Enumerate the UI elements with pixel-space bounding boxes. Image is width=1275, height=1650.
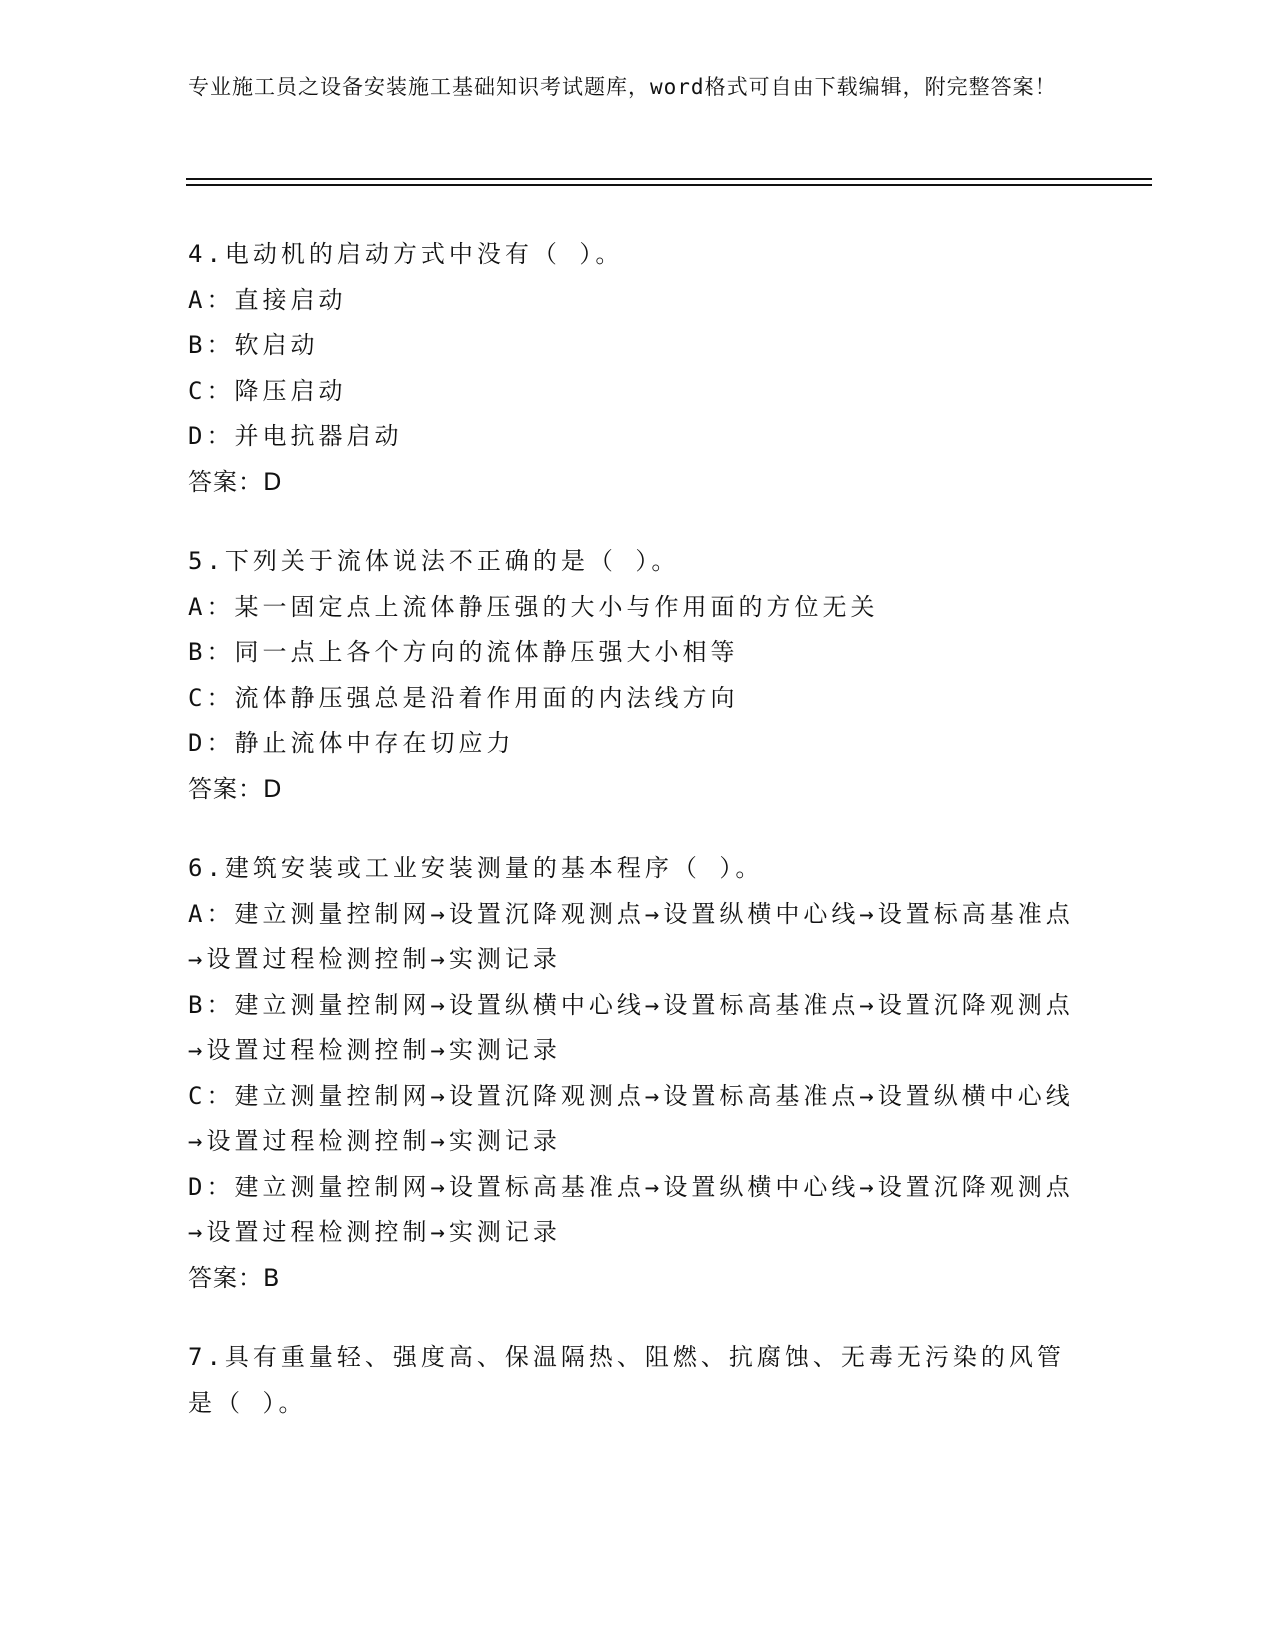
question-5 [188, 539, 1088, 812]
option-c: C：流体静压强总是沿着作用面的内法线方向 [188, 683, 739, 712]
question-4 [188, 232, 1088, 505]
option-c: C：建立测量控制网→设置沉降观测点→设置标高基准点→设置纵横中心线→设置过程检测控制→实测记录 [188, 1081, 1074, 1155]
option-a: A：某一固定点上流体静压强的大小与作用面的方位无关 [188, 592, 879, 621]
question-6 [188, 846, 1088, 1301]
document-header: 专业施工员之设备安装施工基础知识考试题库，word格式可自由下载编辑，附完整答案！ [188, 75, 1057, 99]
option-d: D：建立测量控制网→设置标高基准点→设置纵横中心线→设置沉降观测点→设置过程检测控制→实测记录 [188, 1172, 1074, 1246]
question-stem: 6.建筑安装或工业安装测量的基本程序（ ）。 [188, 854, 764, 882]
question-stem: 7.具有重量轻、强度高、保温隔热、阻燃、抗腐蚀、无毒无污染的风管是（ ）。 [188, 1343, 1065, 1417]
option-d: D：静止流体中存在切应力 [188, 729, 515, 757]
option-b: B：同一点上各个方向的流体静压强大小相等 [188, 638, 739, 666]
option-b: B：软启动 [188, 331, 319, 359]
question-stem: 4.电动机的启动方式中没有（ ）。 [188, 240, 624, 268]
option-a: A：建立测量控制网→设置沉降观测点→设置纵横中心线→设置标高基准点→设置过程检测控制→实测记录 [188, 899, 1074, 973]
answer: 答案：D [188, 774, 283, 803]
answer: 答案：D [188, 467, 283, 496]
header-divider-bottom [186, 184, 1152, 186]
question-list [188, 232, 1088, 1460]
question-stem: 5.下列关于流体说法不正确的是（ ）。 [188, 547, 680, 575]
header-divider-top [186, 178, 1152, 180]
option-c: C：降压启动 [188, 376, 347, 405]
option-d: D：并电抗器启动 [188, 422, 403, 450]
answer: 答案：B [188, 1263, 281, 1292]
option-a: A：直接启动 [188, 285, 347, 314]
question-7 [188, 1335, 1088, 1426]
option-b: B：建立测量控制网→设置纵横中心线→设置标高基准点→设置沉降观测点→设置过程检测控制→实测记录 [188, 990, 1074, 1064]
